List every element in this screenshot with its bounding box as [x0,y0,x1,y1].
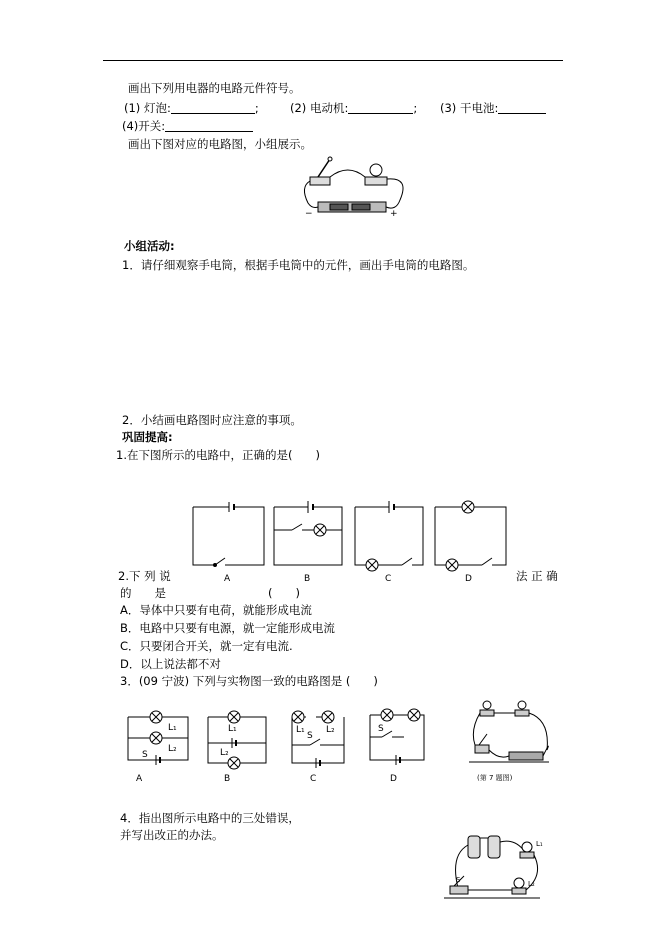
ex3-label-b: B [224,774,231,784]
plus-sign: + [390,209,398,219]
wire-1 [330,170,365,177]
lamp-bulb [370,164,382,176]
symbol-bulb-blank[interactable] [171,101,255,114]
exercise-4-line1: 4．指出图所示电路中的三处错误， [120,811,300,825]
ex3-c-s: S [307,731,313,741]
switch-lever [318,159,330,177]
option-c: C．只要闭合开关，就一定有电流. [120,639,293,653]
exercise-2-part1: 2.下 列 说 [118,569,171,583]
ex3-a-l2: L₂ [168,744,177,754]
ex3-b-l2: L₂ [220,748,229,758]
consolidate-heading: 巩固提高: [122,430,173,444]
circuit-c [355,501,423,571]
ex3-circuit-c [292,711,344,768]
exercise-1: 1.在下图所示的电路中，正确的是( ) [116,448,320,462]
ex4-l2: L₂ [528,880,535,888]
group-question-2: 2．小结画电路图时应注意的事项。 [122,413,302,427]
exercise-2-part2: 法 正 确 [516,569,558,583]
symbol-battery-row [440,100,546,116]
circuit-d [435,501,506,571]
ex4-physical-figure [440,830,550,905]
symbol-motor-label: (2) 电动机: [290,101,349,115]
label-b: B [304,574,311,584]
label-c: C [385,574,392,584]
group-question-1: 1．请仔细观察手电筒，根据手电筒中的元件，画出手电筒的电路图。 [122,258,475,272]
symbol-switch-label: (4)开关: [122,119,166,133]
wire-2 [386,179,403,208]
option-d: D．以上说法都不对 [120,657,221,671]
exercise-2-paren: ( ) [268,586,300,600]
ex3-c-l2: L₂ [326,725,335,735]
option-a: A．导体中只要有电荷，就能形成电流 [120,603,312,617]
symbol-bulb-end: ; [254,101,259,115]
exercise-3-circuits [120,705,450,785]
symbol-motor-end: ; [413,101,418,115]
ex3-d-s: S [378,724,384,734]
circuit-b [274,501,342,565]
switch-base [310,177,330,185]
physical-circuit-figure [300,155,410,230]
minus-sign: − [305,209,313,219]
exercise-4-line2: 并写出改正的办法。 [120,828,224,842]
header-rule [103,60,563,61]
symbol-battery-blank[interactable] [498,101,546,114]
symbol-bulb-row [124,100,259,116]
ex3-b-l1: L₁ [228,724,237,734]
option-b: B．电路中只要有电源，就一定能形成电流 [120,621,335,635]
symbol-motor-row [290,100,417,116]
ex3-label-c: C [310,774,317,784]
ex3-circuit-a [128,711,188,765]
ex3-a-l1: L₁ [168,723,177,733]
ex3-label-a: A [136,774,143,784]
label-d: D [465,574,472,584]
symbol-motor-blank[interactable] [348,101,413,114]
ex3-label-d: D [390,774,397,784]
ex3-c-l1: L₁ [296,725,305,735]
symbol-switch-row [122,118,253,134]
label-a: A [224,574,231,584]
question-symbols: 画出下列用电器的电路元件符号。 [128,81,301,95]
ex4-s: S [456,876,461,884]
circuit-a [193,502,264,567]
exercise-2-part3: 的 是 [120,586,166,600]
ex3-circuit-b [208,711,266,769]
ex3-circuit-d [370,709,424,765]
group-activity-heading: 小组活动: [124,239,175,253]
ex3-caption: (第 7 题图) [477,774,513,782]
symbol-bulb-label: (1) 灯泡: [124,101,171,115]
ex4-l1: L₁ [536,840,543,848]
symbol-battery-label: (3) 干电池: [440,101,499,115]
exercise-3: 3．(09 宁波) 下列与实物图一致的电路图是 ( ) [120,674,378,688]
exercise-1-circuits [190,495,520,585]
ex3-physical-figure [465,700,555,790]
ex3-a-s: S [142,750,148,760]
lamp-holder [365,177,387,185]
question-draw-circuit: 画出下图对应的电路图，小组展示。 [128,137,312,151]
symbol-switch-blank[interactable] [165,119,253,132]
